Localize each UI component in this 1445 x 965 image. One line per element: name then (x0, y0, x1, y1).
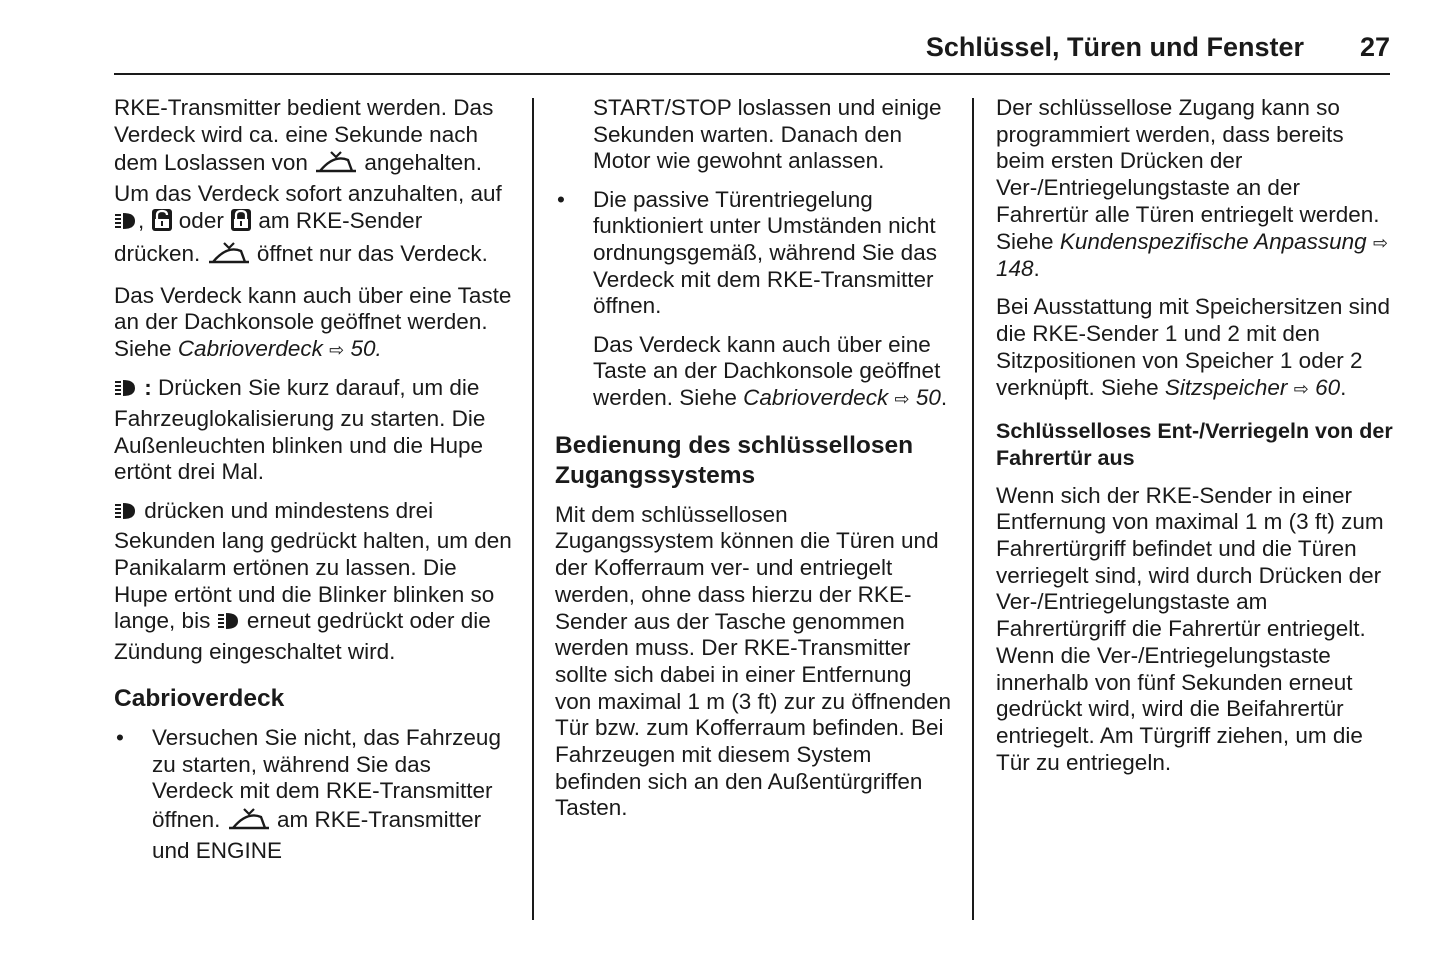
list-item: • Versuchen Sie nicht, das Fahrzeug zu starten, während Sie das Verdeck mit dem RKE-Transmitter öffnen. am RKE-Transmitter und ENGINE (116, 724, 501, 863)
paragraph: RKE-Transmitter bedient werden. Das Verdeck wird ca. eine Sekunde nach dem Loslassen von angehalten. Um das Verdeck sofort anzuhalten, auf , oder am RKE-Sender drücken. öffnet nur das Verdeck. (114, 95, 514, 271)
cross-reference[interactable]: Kundenspezifische Anpassung (1059, 228, 1367, 254)
vehicle-locator-icon (114, 377, 138, 406)
column-3 (996, 95, 1394, 788)
lock-icon (230, 208, 252, 239)
bullet-marker: • (116, 724, 124, 750)
paragraph: Wenn sich der RKE-Sender in einer Entfernung von maximal 1 m (3 ft) zum Fahrertürgriff befindet und die Türen verriegelt sind, wird durch Drücken der Ver-/Entriegelungstaste am Fahrertürgriff die Fahrertür entriegelt. Wenn die Ver-/Entriegelungstaste innerhalb von fünf Sekunden erneut gedrückt wird, wird die Beifahrertür entriegelt. Am Türgriff ziehen, um die Tür zu entriegeln. (996, 482, 1384, 775)
page-reference-icon: ⇨ (329, 340, 345, 361)
page-number: 27 (1359, 32, 1390, 62)
column-2 (555, 95, 951, 834)
paragraph: : Drücken Sie kurz darauf, um die Fahrzeuglokalisierung zu starten. Die Außenleuchten blinken und die Hupe ertönt drei Mal. (114, 375, 486, 485)
section-heading: Cabrioverdeck (114, 684, 285, 712)
column-divider (972, 98, 974, 920)
vehicle-locator-icon (114, 210, 138, 239)
cross-reference[interactable]: Cabrioverdeck (177, 336, 323, 362)
column-1 (114, 95, 514, 876)
paragraph: Der schlüssellose Zugang kann so programmiert werden, dass bereits beim ersten Drücken der Ver-/Entriegelungstaste an der Fahrertür alle Türen entriegelt werden. Siehe Kundenspezifische Anpassung ⇨ 148. (996, 95, 1389, 282)
convertible-top-icon (207, 239, 251, 272)
paragraph: drücken und mindestens drei Sekunden lang gedrückt halten, um den Panikalarm ertönen zu lassen. Die Hupe ertönt und die Blinker blinken so lange, bis erneut gedrückt oder die Zündung eingeschaltet wird. (114, 497, 512, 665)
column-divider (532, 98, 534, 920)
section-heading: Bedienung des schlüssellosen Zugangssystems (555, 431, 914, 489)
paragraph: Das Verdeck kann auch über eine Taste an der Dachkonsole geöffnet werden. Siehe Cabrioverdeck ⇨ 50. (114, 282, 512, 362)
vehicle-locator-icon (114, 500, 138, 529)
list-item-continuation: START/STOP loslassen und einige Sekunden warten. Danach den Motor wie gewohnt anlassen. (593, 95, 942, 174)
page-reference[interactable]: 148 (996, 256, 1034, 282)
page-reference[interactable]: 50. (350, 336, 382, 362)
vehicle-locator-icon (217, 610, 241, 639)
convertible-top-icon (227, 805, 271, 838)
page-title: Schlüssel, Türen und Fenster (925, 32, 1304, 62)
page-reference-icon: ⇨ (1293, 378, 1309, 399)
paragraph: Bei Ausstattung mit Speichersitzen sind die RKE-Sender 1 und 2 mit den Sitzpositionen von Speicher 1 oder 2 verknüpft. Siehe Sitzspeicher ⇨ 60. (996, 294, 1390, 400)
page-reference-icon: ⇨ (894, 389, 910, 410)
subsection-heading: Schlüsselloses Ent-/Verriegeln von der Fahrertür aus (996, 419, 1393, 470)
paragraph: Mit dem schlüssellosen Zugangssystem können die Türen und der Kofferraum ver- und entriegelt werden, ohne dass hierzu der RKE-Sender aus der Tasche genommen werden muss. Der RKE-Transmitter sollte sich dabei in einer Entfernung von maximal 1 m (3 ft) zur zu öffnenden Tür bzw. zum Kofferraum befinden. Bei Fahrzeugen mit diesem System befinden sich an den Außentürgriffen Tasten. (555, 501, 952, 821)
header-rule (114, 73, 1390, 75)
page-reference[interactable]: 60 (1315, 374, 1341, 400)
cross-reference[interactable]: Sitzspeicher (1164, 374, 1288, 400)
paragraph: Das Verdeck kann auch über eine Taste an der Dachkonsole geöffnet werden. Siehe Cabrioverdeck ⇨ 50. (593, 331, 948, 411)
page-reference-icon: ⇨ (1372, 232, 1389, 253)
list-item: • Die passive Türentriegelung funktioniert unter Umständen nicht ordnungsgemäß, während Sie das Verdeck mit dem RKE-Transmitter öffnen. (557, 186, 937, 319)
page-reference[interactable]: 50 (915, 385, 941, 411)
cross-reference[interactable]: Cabrioverdeck (743, 385, 889, 411)
bullet-marker: • (557, 186, 565, 212)
convertible-top-icon (314, 148, 358, 181)
unlock-icon (151, 208, 173, 239)
page-header (114, 30, 1390, 64)
